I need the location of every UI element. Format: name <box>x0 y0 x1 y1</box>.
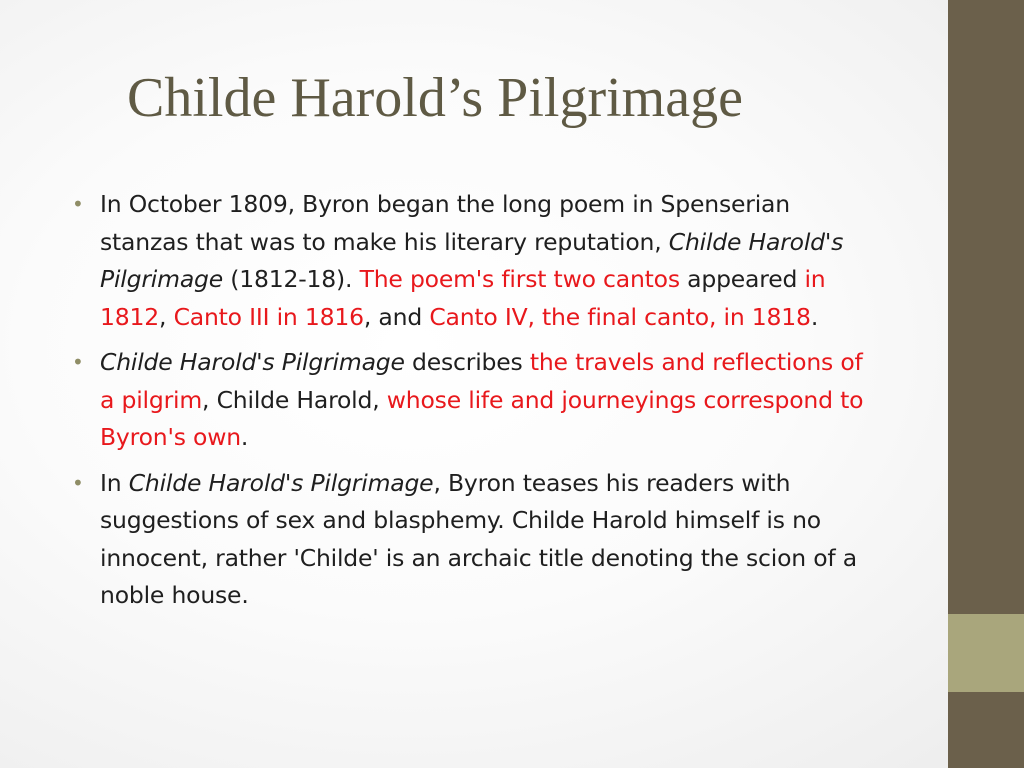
highlight-text: whose life and journeyings correspond to Byron's own <box>100 385 864 451</box>
bullet-list <box>72 186 872 623</box>
poem-title: Childe Harold's Pilgrimage <box>128 468 434 497</box>
sidebar-accent-block <box>948 614 1024 692</box>
bullet-icon: • <box>72 350 84 374</box>
highlight-text: Canto III in 1816 <box>173 302 364 331</box>
text-segment: , Byron teases his readers with suggestions of sex and blasphemy. Childe Harold himself is no innocent, rather 'Childe' is an archaic title denoting the scion of a noble house. <box>100 468 857 609</box>
highlight-text: in 1812 <box>100 265 826 331</box>
text-segment: , Childe Harold, <box>202 385 387 414</box>
text-segment: . <box>810 302 819 331</box>
text-segment: (1812-18). <box>223 265 360 293</box>
highlight-text: the travels and reflections of a pilgrim <box>100 348 863 414</box>
text-segment: In October 1809, Byron began the long poem in Spenserian stanzas that was to make his literary reputation, <box>100 190 790 256</box>
text-segment: , <box>159 302 174 331</box>
slide-title: Childe Harold’s Pilgrimage <box>127 67 743 129</box>
bullet-item <box>72 186 872 336</box>
poem-title: Childe Harold's Pilgrimage <box>100 348 405 376</box>
bullet-icon: • <box>72 470 84 495</box>
bullet-item <box>72 344 872 457</box>
text-segment: In <box>100 468 129 497</box>
bullet-item <box>72 465 872 615</box>
bullet-icon: • <box>72 192 84 216</box>
highlight-text: Canto IV, the final canto, in 1818 <box>429 302 811 331</box>
text-segment: , and <box>363 302 430 331</box>
poem-title: Childe Harold's Pilgrimage <box>100 227 844 293</box>
text-segment: . <box>240 423 249 451</box>
highlight-text: The poem's first two cantos <box>359 265 680 293</box>
text-segment: appeared <box>679 265 805 293</box>
text-segment: describes <box>404 348 530 376</box>
